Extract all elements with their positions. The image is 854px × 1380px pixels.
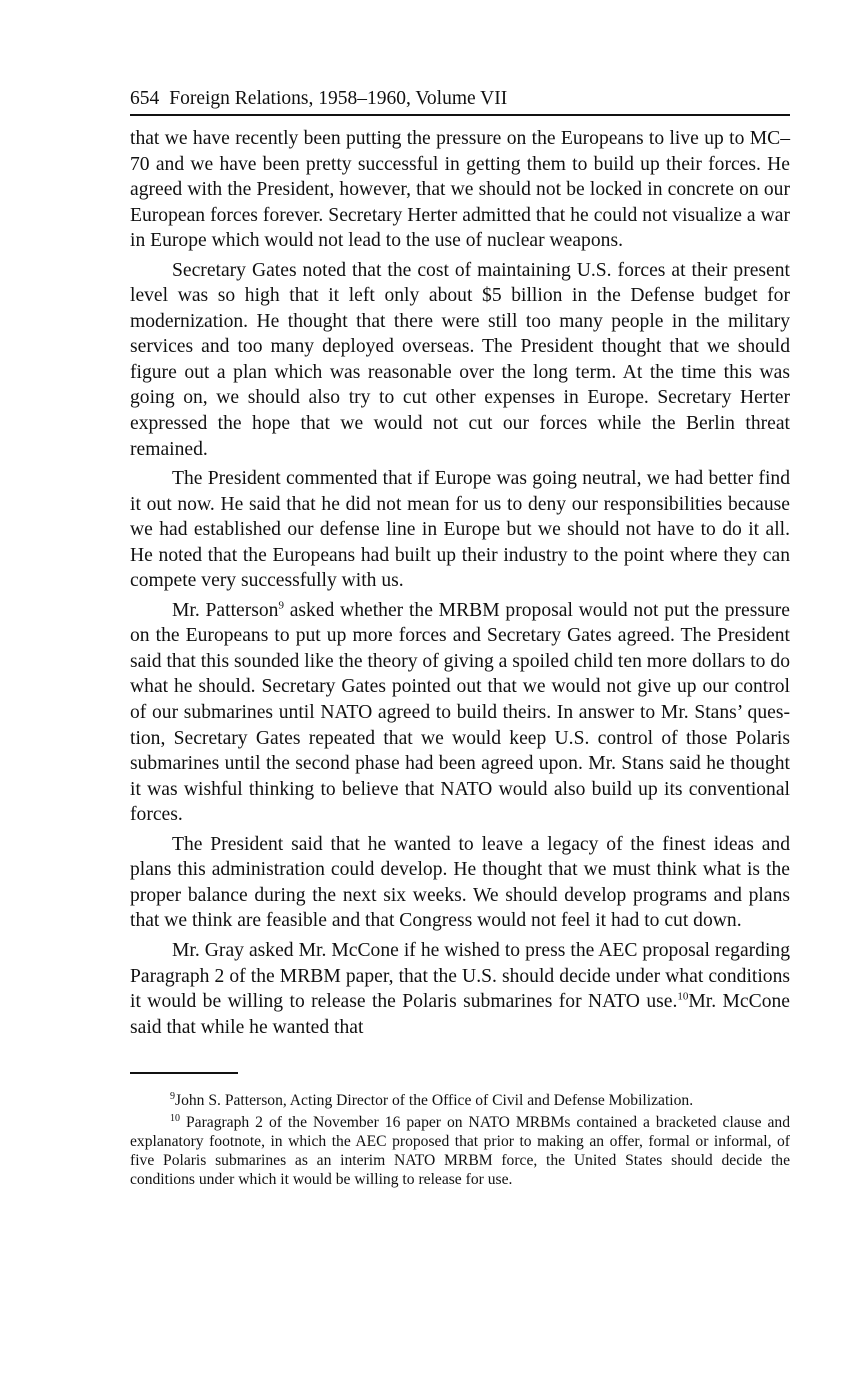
footnote-9-number: 9 <box>170 1090 175 1102</box>
volume-title: Foreign Relations, 1958–1960, Volume VII <box>169 88 508 109</box>
footnote-ref-10: 10 <box>677 990 689 1003</box>
paragraph-4-rest: asked whether the MRBM proposal would not put the pressure on the Europeans to put up more forces and Secretary Gates agreed. The President said that this sounded like the theory of giving a spoiled child ten more dollars to do what he should. Secretary Gates pointed out that we would not give up our control of our submarines until NATO agreed to build theirs. In answer to Mr. Stans’ question, Secretary Gates repeated that we would keep U.S. control of those Polaris submarines until the second phase had been agreed upon. Mr. Stans said he thought it was wishful thinking to believe that NATO would also build up its conventional forces. <box>130 599 790 826</box>
footnote-10-number: 10 <box>170 1112 180 1124</box>
paragraph-2: Secretary Gates noted that the cost of maintaining U.S. forces at their present level was so high that it left only about $5 billion in the Defense budget for modernization. He thought that there were still too many people in the military services and too many deployed overseas. The President thought that we should figure out a plan which was reasonable over the long term. At the time this was going on, we should also try to cut other expenses in Europe. Secretary Herter expressed the hope that we would not cut our forces while the Berlin threat remained. <box>130 259 790 460</box>
paragraph-1: that we have recently been putting the pressure on the Europeans to live up to MC–70 and we have been pretty successful in getting them to build up their forces. He agreed with the President, however, that we should not be locked in concrete on our European forces forever. Secretary Herter admitted that he could not visualize a war in Europe which would not lead to the use of nuclear weapons. <box>130 128 790 252</box>
footnote-9-text: John S. Patterson, Acting Director of the Office of Civil and Defense Mobilization. <box>175 1092 694 1110</box>
running-header <box>130 86 790 116</box>
paragraph-6-rest: Mr. McCone said that while he wanted that <box>130 991 790 1038</box>
paragraph-6-start: Mr. Gray asked Mr. McCone if he wished to press the AEC proposal regarding Paragraph 2 of the MRBM paper, that the U.S. should decide under what conditions it would be willing to release the Polaris submarines for NATO use. <box>130 939 790 1013</box>
paragraph-6 <box>130 938 790 1040</box>
document-page <box>130 86 790 1192</box>
footnote-10-text: Paragraph 2 of the November 16 paper on NATO MRBMs contained a bracketed clause and explanatory footnote, in which the AEC proposed that prior to making an offer, formal or informal, of five Polaris submarines as an interim NATO MRBM force, the United States should decide the conditions under which it would be willing to release for use. <box>130 1114 790 1189</box>
page-number: 654 <box>130 88 160 109</box>
paragraph-3: The President commented that if Europe was going neutral, we had better find it out now. He said that he did not mean for us to deny our responsibilities because we had established our defense line in Europe but we should not have to do it all. He noted that the Europeans had built up their industry to the point where they can compete very successfully with us. <box>130 468 790 592</box>
footnote-ref-9: 9 <box>278 599 284 612</box>
footnotes <box>130 1091 790 1189</box>
footnote-9 <box>130 1091 790 1110</box>
paragraph-5: The President said that he wanted to leave a legacy of the finest ideas and plans this administration could develop. He thought that we must think what is the proper balance during the next six weeks. We should develop programs and plans that we think are feasible and that Congress would not feel it had to cut down. <box>130 833 790 932</box>
footnote-divider <box>130 1072 238 1074</box>
body-text <box>130 126 790 1040</box>
footnote-10 <box>130 1113 790 1189</box>
paragraph-4 <box>130 598 790 828</box>
paragraph-4-start: Mr. Patterson <box>172 599 279 621</box>
